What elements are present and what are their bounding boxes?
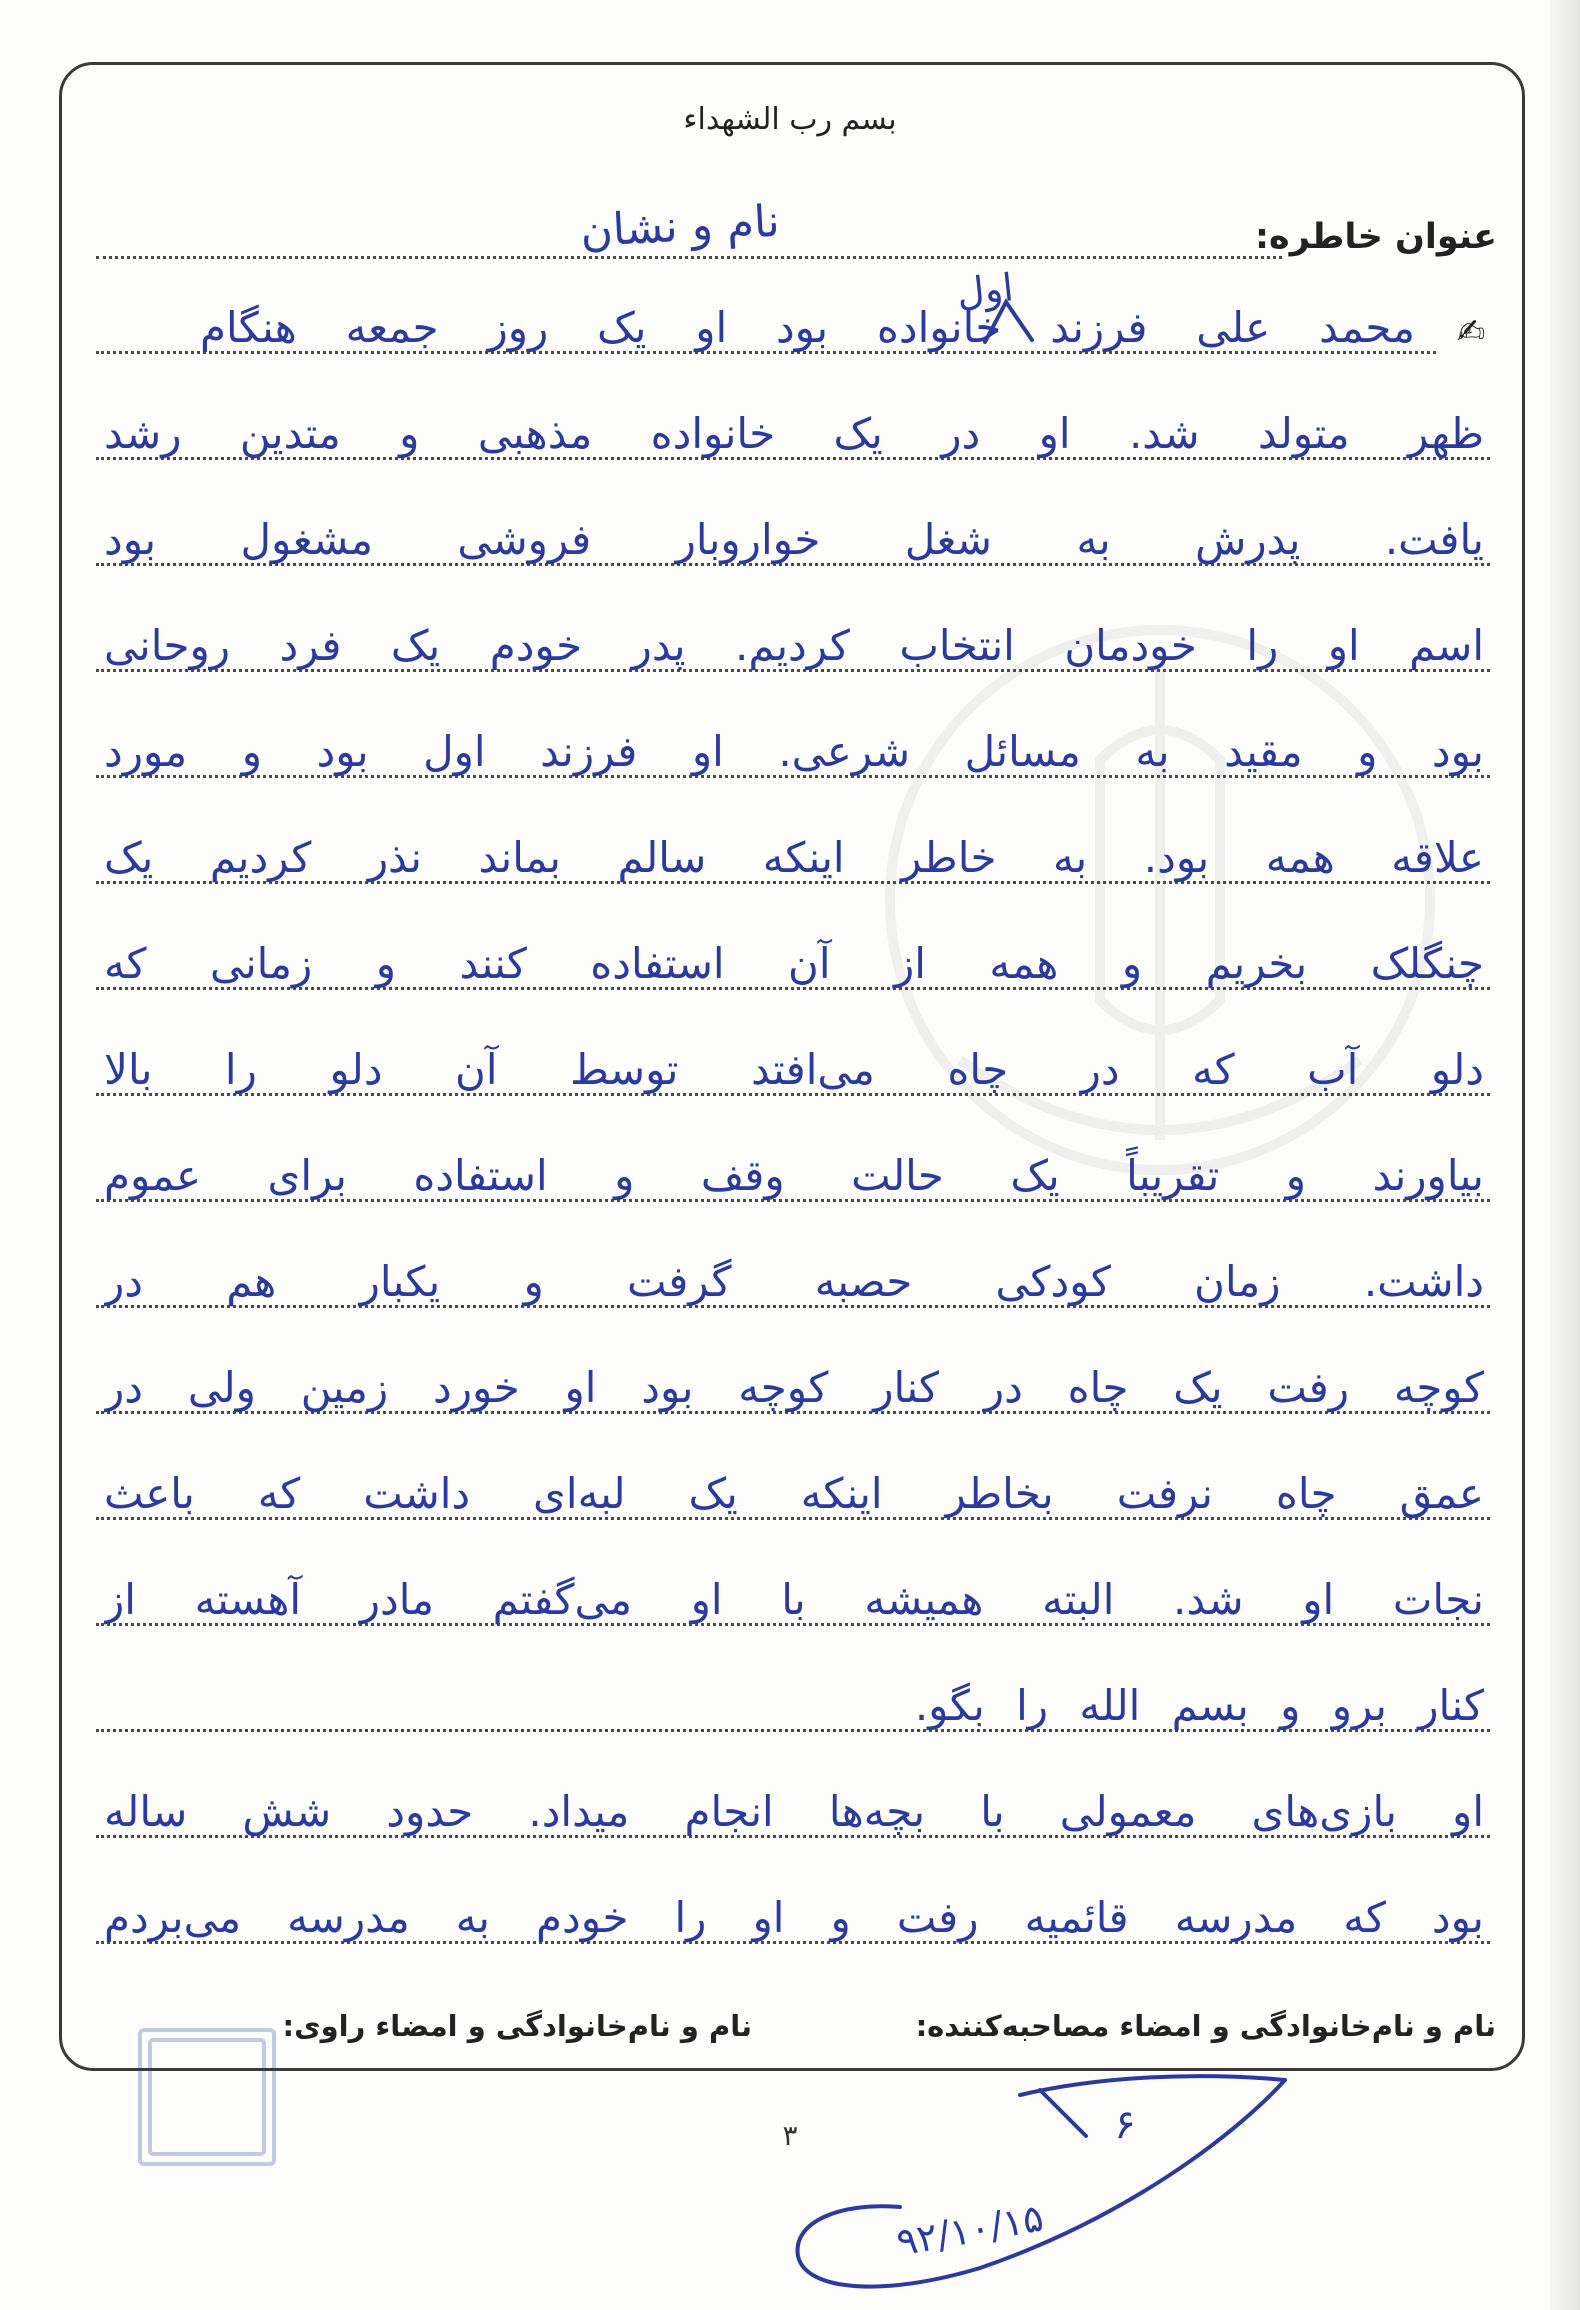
memoir-line: یافت. پدرش به شغل خواروبار فروشی مشغول بود xyxy=(104,515,1484,564)
memoir-line: بود و مقید به مسائل شرعی. او فرزند اول بود و مورد xyxy=(104,727,1484,776)
memoir-line: او بازی‌های معمولی با بچه‌ها انجام میداد. حدود شش ساله xyxy=(104,1787,1484,1836)
memoir-line: بیاورند و تقریباً یک حالت وقف و استفاده برای عموم xyxy=(104,1151,1484,1200)
memoir-line: ظهر متولد شد. او در یک خانواده مذهبی و متدین رشد xyxy=(104,409,1484,458)
memoir-line: علاقه همه بود. به خاطر اینکه سالم بماند نذر کردیم یک xyxy=(104,833,1484,882)
narrator-signature-label: نام و نام‌خانوادگی و امضاء راوی: xyxy=(282,2009,752,2043)
page-number: ۳ xyxy=(782,2119,798,2152)
signature-mark: ۶ xyxy=(1114,2102,1136,2148)
writing-hand-icon: ✍ xyxy=(1456,312,1486,352)
memoir-line: دلو آب که در چاه می‌افتد توسط آن دلو را بالا xyxy=(104,1045,1484,1094)
inserted-word: اول xyxy=(954,265,1016,315)
memoir-line: چنگلک بخریم و همه از آن استفاده کنند و زمانی که xyxy=(104,939,1484,988)
memoir-title-label: عنوان خاطره: xyxy=(1255,217,1497,257)
memoir-line: اسم او را خودمان انتخاب کردیم. پدر خودم یک فرد روحانی xyxy=(104,621,1484,670)
memoir-line: کنار برو و بسم الله را بگو. xyxy=(914,1681,1484,1730)
basmala-heading: بسم رب الشهداء xyxy=(683,102,897,137)
memoir-line: کوچه رفت یک چاه در کنار کوچه بود او خورد زمین ولی در xyxy=(104,1363,1484,1412)
memoir-line: داشت. زمان کودکی حصبه گرفت و یکبار هم در xyxy=(104,1257,1484,1306)
memoir-line: محمد علی فرزند خانواده بود او یک روز جمعه هنگام xyxy=(200,303,1415,352)
memoir-line: عمق چاه نرفت بخاطر اینکه یک لبه‌ای داشت که باعث xyxy=(104,1469,1484,1518)
interviewer-signature-label: نام و نام‌خانوادگی و امضاء مصاحبه‌کننده: xyxy=(915,2009,1496,2043)
memoir-line: نجات او شد. البته همیشه با او می‌گفتم مادر آهسته از xyxy=(104,1575,1484,1624)
signature-date: ۹۲/۱۰/۱۵ xyxy=(893,2195,1047,2265)
memoir-line: بود که مدرسه قائمیه رفت و او را خودم به مدرسه می‌بردم xyxy=(104,1893,1484,1942)
memoir-title-value: نام و نشان xyxy=(579,195,781,258)
